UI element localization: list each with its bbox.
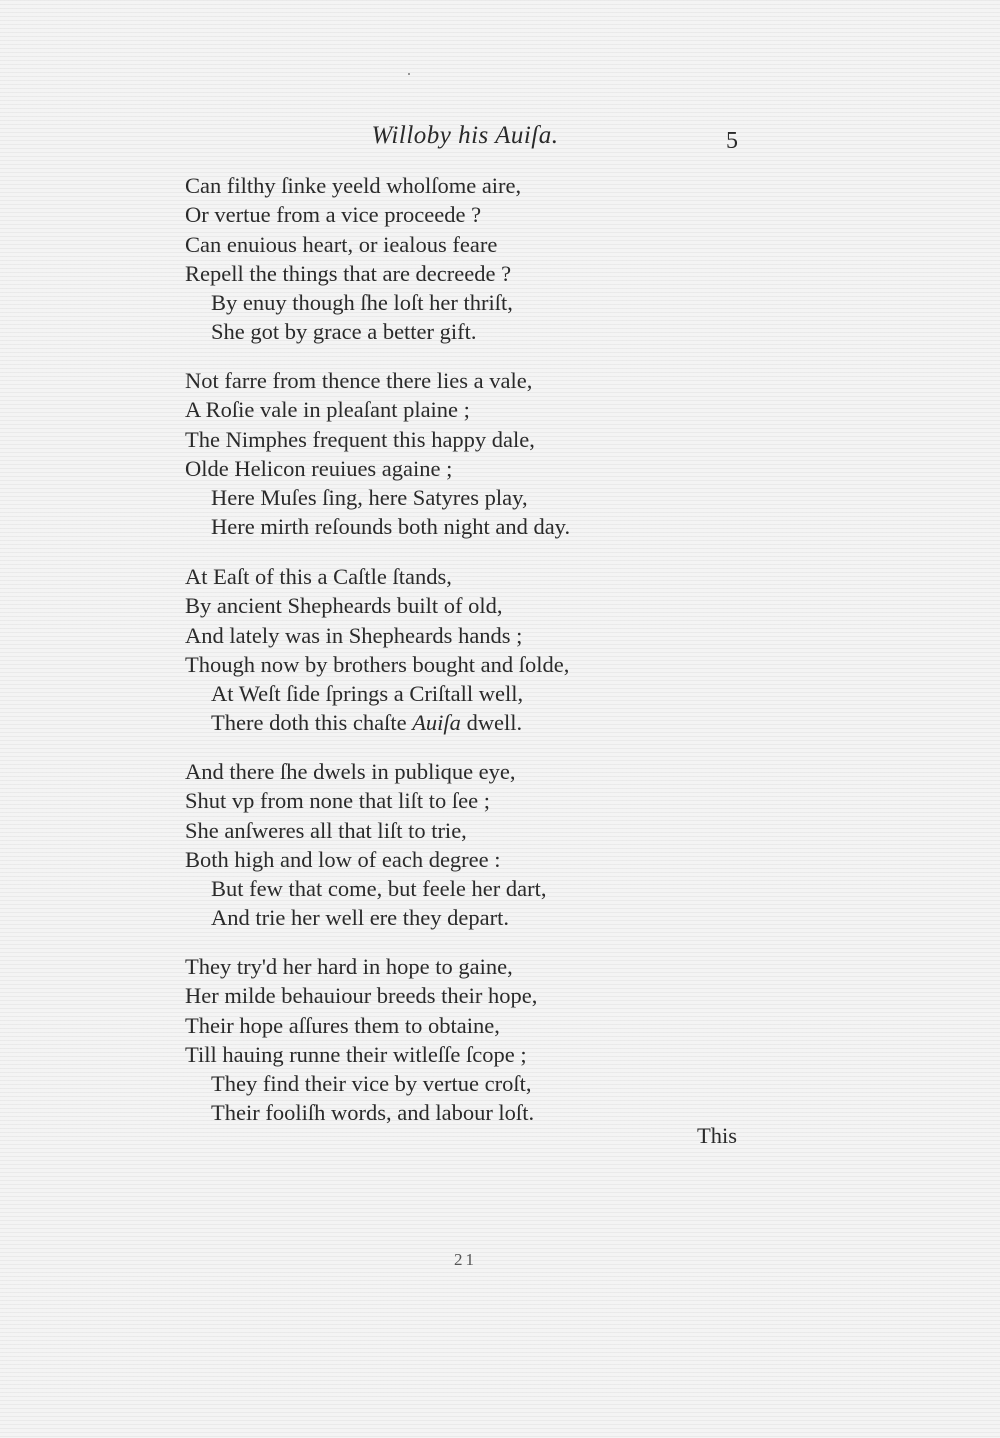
signature-mark: 21 bbox=[454, 1250, 477, 1269]
verse-line: Though now by brothers bought and ſolde, bbox=[185, 651, 570, 677]
verse-line: Both high and low of each degree : bbox=[185, 846, 501, 872]
verse-line-suffix: dwell. bbox=[460, 710, 523, 736]
verse-line: Their hope aſſures them to obtaine, bbox=[185, 1012, 500, 1038]
stanza-2 bbox=[185, 366, 705, 542]
stanza-1 bbox=[185, 171, 705, 347]
verse-line bbox=[185, 708, 705, 737]
verse-line: And lately was in Shepheards hands ; bbox=[185, 622, 523, 648]
verse-line: Their fooliſh words, and labour loſt. bbox=[211, 1100, 535, 1126]
verse-line: They try'd her hard in hope to gaine, bbox=[185, 954, 513, 979]
verse-line: And trie her well ere they depart. bbox=[211, 905, 509, 931]
verse-line: Shut vp from none that liſt to ſee ; bbox=[185, 788, 490, 814]
verse-line: Can enuious heart, or iealous feare bbox=[185, 231, 498, 257]
verse-line: By ancient Shepheards built of old, bbox=[185, 593, 503, 619]
verse-line: Till hauing runne their witleſſe ſcope ; bbox=[185, 1041, 527, 1067]
verse-line: A Roſie vale in pleaſant plaine ; bbox=[185, 397, 470, 423]
verse-line: Or vertue from a vice proceede ? bbox=[185, 202, 482, 228]
verse-line: She anſweres all that liſt to trie, bbox=[185, 817, 467, 843]
verse-line: At Eaſt of this a Caſtle ſtands, bbox=[185, 564, 452, 589]
page-number: 5 bbox=[726, 128, 738, 154]
verse-line: Her milde behauiour breeds their hope, bbox=[185, 983, 538, 1009]
verse-line: She got by grace a better gift. bbox=[211, 319, 477, 345]
stanza-3 bbox=[185, 562, 705, 738]
verse-line: Can filthy ſinke yeeld wholſome aire, bbox=[185, 173, 522, 198]
verse-line: By enuy though ſhe loſt her thriſt, bbox=[211, 290, 513, 316]
verse-line: Here mirth reſounds both night and day. bbox=[211, 514, 571, 540]
running-title: Willoby his Auiſa. bbox=[371, 122, 559, 149]
verse-line: Repell the things that are decreede ? bbox=[185, 260, 512, 286]
verse-line: They find their vice by vertue croſt, bbox=[211, 1071, 532, 1097]
catchword: This bbox=[697, 1123, 738, 1148]
stanza-5 bbox=[185, 952, 705, 1128]
ink-speck bbox=[408, 73, 410, 75]
verse-line: The Nimphes frequent this happy dale, bbox=[185, 426, 535, 452]
verse-line: And there ſhe dwels in publique eye, bbox=[185, 759, 516, 784]
verse-line-prefix: There doth this chaſte bbox=[211, 710, 413, 736]
verse-line: Here Muſes ſing, here Satyres play, bbox=[211, 485, 528, 511]
verse-line: At Weſt ſide ſprings a Criſtall well, bbox=[211, 681, 524, 707]
verse-line-name: Auiſa bbox=[412, 710, 461, 736]
stanza-4 bbox=[185, 757, 705, 933]
verse-line: Not farre from thence there lies a vale, bbox=[185, 368, 533, 393]
verse-line: Olde Helicon reuiues againe ; bbox=[185, 455, 453, 481]
verse-line: But few that come, but feele her dart, bbox=[211, 876, 547, 902]
